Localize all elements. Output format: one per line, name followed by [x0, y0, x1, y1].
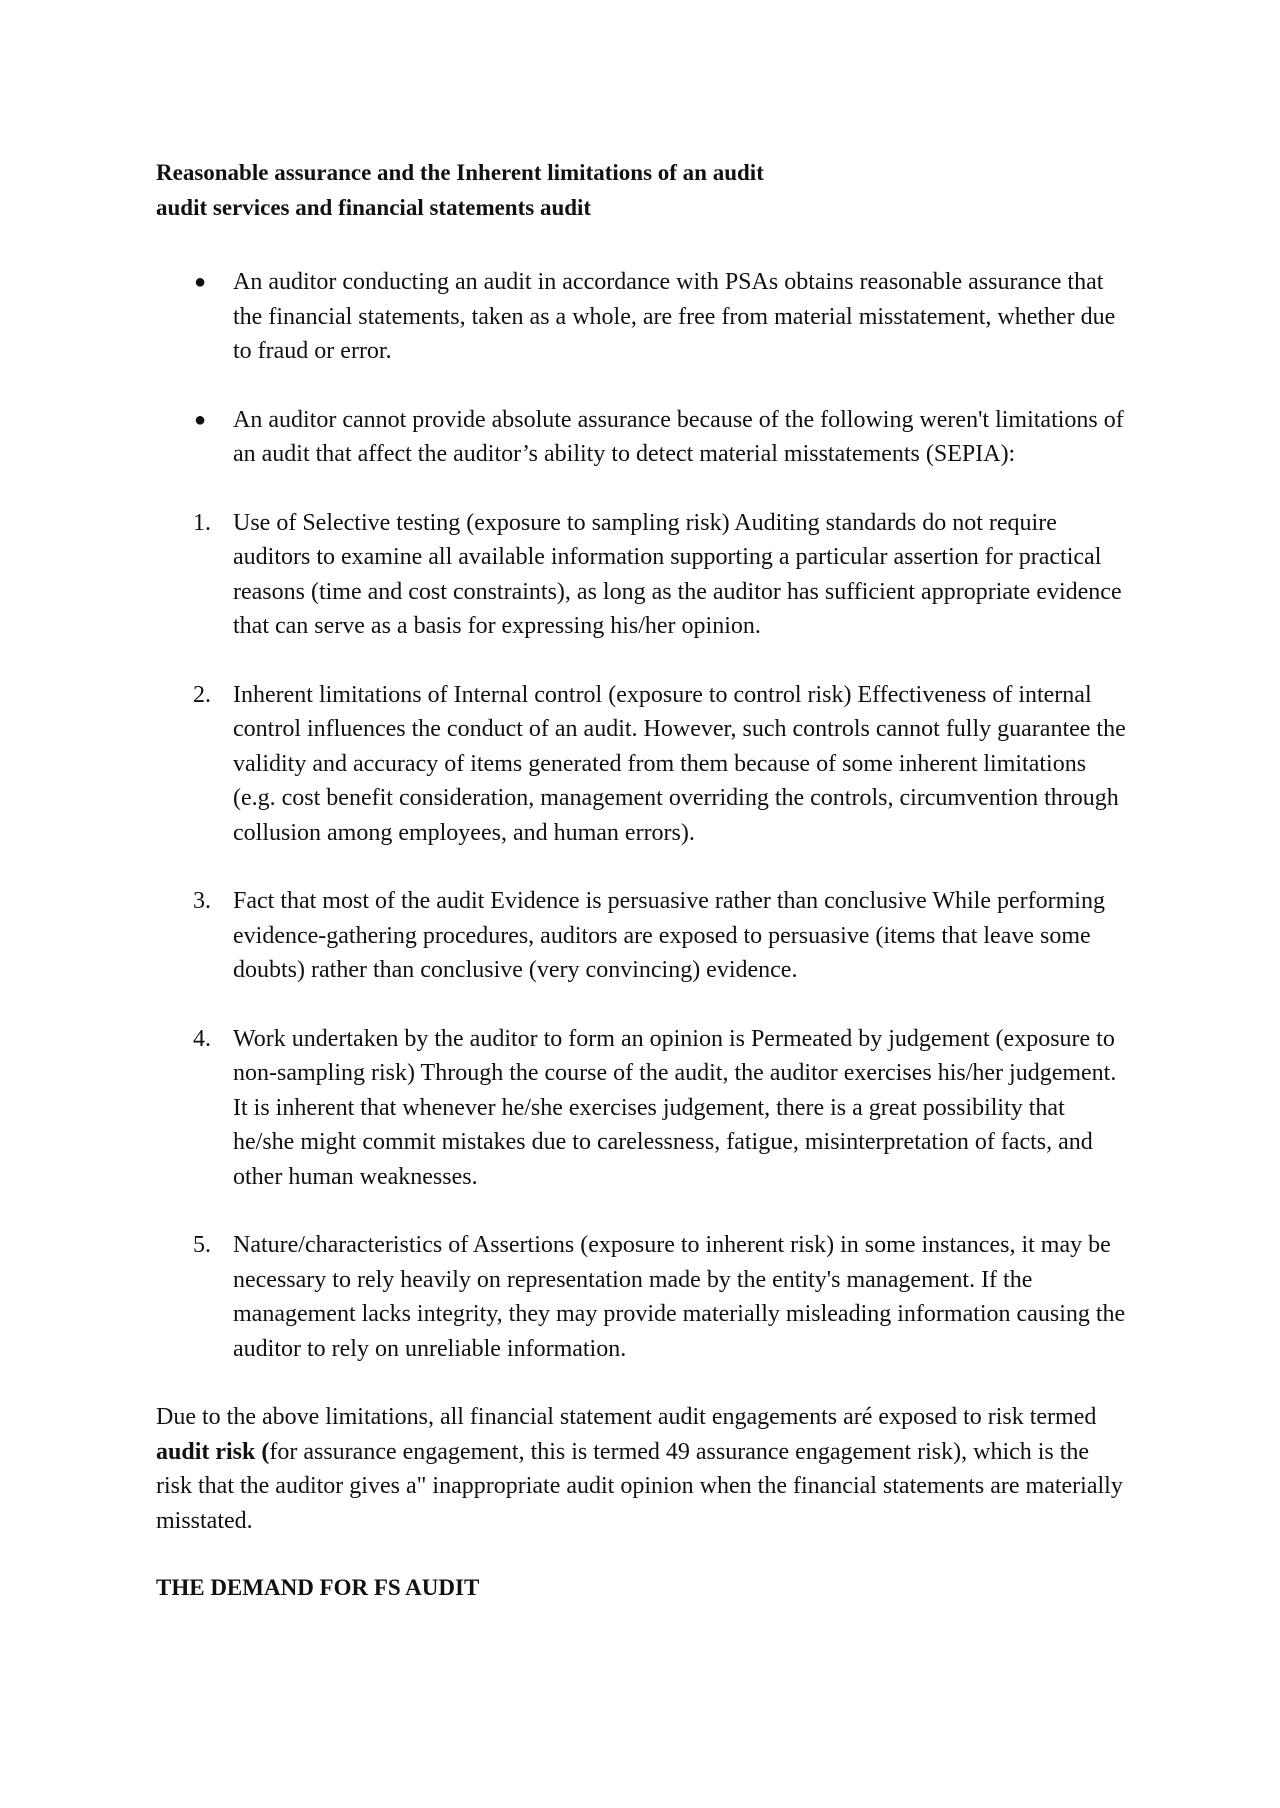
heading-line-2: audit services and financial statements audit	[156, 195, 592, 220]
item-number: 1.	[193, 509, 211, 536]
bullet-text: An auditor conducting an audit in accordance with PSAs obtains reasonable assurance that the financial statements, taken as a whole, are free from material misstatement, whether due to fraud or error.	[233, 269, 1116, 364]
item-text: Work undertaken by the auditor to form an opinion is Permeated by judgement (exposure to non-sampling risk) Through the course of the audit, the auditor exercises his/her judgement. It is inherent that whenever he/she exercises judgement, there is a great possibility that he/she might commit mistakes due to carelessness, fatigue, misinterpretation of facts, and other human weaknesses.	[233, 1025, 1117, 1190]
bullet-item	[156, 403, 1130, 472]
item-text: Use of Selective testing (exposure to sampling risk) Auditing standards do not require auditors to examine all available information supporting a particular assertion for practical reasons (time and cost constraints), as long as the auditor has sufficient appropriate evidence that can serve as a basis for expressing his/her opinion.	[233, 509, 1122, 639]
numbered-item	[156, 678, 1130, 851]
closing-paragraph	[156, 1400, 1130, 1538]
heading-line-1: Reasonable assurance and the Inherent limitations of an audit	[156, 160, 764, 185]
numbered-item	[156, 1022, 1130, 1195]
bullet-marker: ●	[194, 408, 207, 431]
item-number: 5.	[193, 1232, 211, 1258]
item-number: 4.	[193, 1025, 211, 1052]
numbered-item	[156, 506, 1130, 644]
bullet-marker: ●	[194, 271, 207, 293]
audit-risk-term: audit risk (	[156, 1438, 270, 1465]
numbered-list	[156, 506, 1130, 1367]
bullet-list	[156, 265, 1130, 472]
document-heading	[156, 155, 1130, 225]
section-title: THE DEMAND FOR FS AUDIT	[156, 1575, 480, 1600]
item-text: Fact that most of the audit Evidence is persuasive rather than conclusive While performing evidence-gathering procedures, auditors are exposed to persuasive (items that leave some doubts) rather than conclusive (very convincing) evidence.	[233, 888, 1105, 983]
bullet-item	[156, 265, 1130, 369]
item-text: Inherent limitations of Internal control (exposure to control risk) Effectiveness of internal control influences the conduct of an audit. However, such controls cannot fully guarantee the validity and accuracy of items generated from them because of some inherent limitations (e.g. cost benefit consideration, management overriding the controls, circumvention through collusion among employees, and human errors).	[233, 681, 1126, 846]
item-number: 3.	[193, 888, 211, 914]
numbered-item	[156, 1228, 1130, 1366]
bullet-text: An auditor cannot provide absolute assurance because of the following weren't limitations of an audit that affect the auditor’s ability to detect material misstatements (SEPIA):	[233, 406, 1124, 467]
item-number: 2.	[193, 681, 211, 708]
closing-text-before: Due to the above limitations, all financial statement audit engagements aré exposed to risk termed	[156, 1404, 1097, 1430]
closing-text-after: for assurance engagement, this is termed 49 assurance engagement risk), which is the risk that the auditor gives a" inappropriate audit opinion when the financial statements are materially misstated.	[156, 1438, 1123, 1534]
numbered-item	[156, 884, 1130, 988]
item-text: Nature/characteristics of Assertions (exposure to inherent risk) in some instances, it may be necessary to rely heavily on representation made by the entity's management. If the management lacks integrity, they may provide materially misleading information causing the auditor to rely on unreliable information.	[233, 1232, 1126, 1362]
